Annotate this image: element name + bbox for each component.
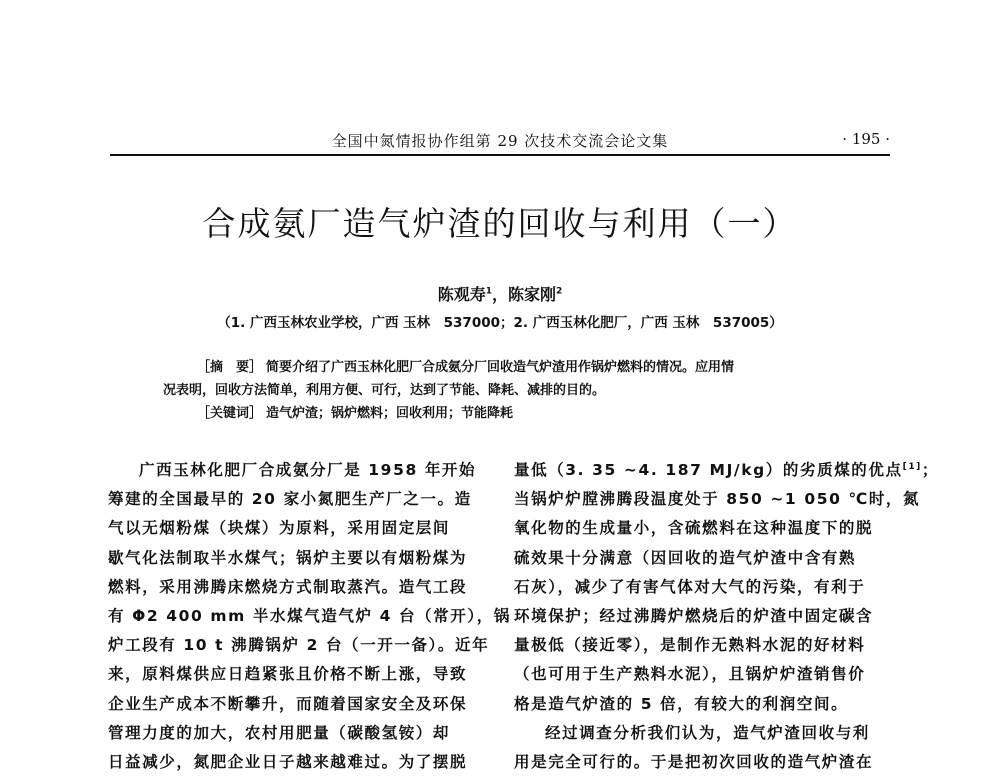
author-separator: ， [491, 285, 508, 304]
body-line: 气以无烟粉煤（块煤）为原料，采用固定层间 [108, 519, 451, 538]
body-line: 量极低（接近零），是制作无熟料水泥的好材料 [514, 636, 866, 655]
abstract-line-1 [163, 356, 841, 379]
author-2: 陈家刚 [508, 285, 557, 304]
abstract-text-1: 简要介绍了广西玉林化肥厂合成氨分厂回收造气炉渣用作锅炉燃料的情况。应用情 [266, 360, 735, 375]
keywords-line [163, 402, 841, 425]
author-line [110, 282, 890, 305]
body-line: 有 Φ2 400 mm 半水煤气造气炉 4 台（常开），锅 [108, 606, 511, 625]
body-line: 当锅炉炉膛沸腾段温度处于 850 ~1 050 ℃时，氮 [514, 490, 921, 509]
abstract-block [163, 356, 841, 425]
body-line: 来，原料煤供应日趋紧张且价格不断上涨，导致 [108, 665, 468, 684]
body-line: 用是完全可行的。于是把初次回收的造气炉渣在 [514, 752, 874, 771]
body-line: 格是造气炉渣的 5 倍，有较大的利润空间。 [514, 694, 849, 713]
body-line: 筹建的全国最早的 20 家小氮肥生产厂之一。造 [108, 490, 472, 509]
body-line-with-citation [514, 456, 940, 485]
body-line: （也可用于生产熟料水泥），且锅炉炉渣销售价 [514, 665, 866, 684]
keywords-label: ［关键词］ [197, 406, 263, 421]
body-line: 歇气化法制取半水煤气；锅炉主要以有烟粉煤为 [108, 548, 468, 567]
body-line: 日益减少，氮肥企业日子越来越难过。为了摆脱 [108, 752, 468, 771]
body-text: 量低（3. 35 ~4. 187 MJ/kg）的劣质煤的优点 [514, 461, 903, 479]
body-line: 环境保护；经过沸腾炉燃烧后的炉渣中固定碳含 [514, 606, 874, 625]
author-1: 陈观寿 [437, 285, 486, 304]
page-number: · 195 · [842, 130, 890, 148]
body-line: 硫效果十分满意（因回收的造气炉渣中含有熟 [514, 548, 857, 567]
body-line: 氧化物的生成量小，含硫燃料在这种温度下的脱 [514, 519, 874, 538]
body-line: 石灰），减少了有害气体对大气的污染，有利于 [514, 577, 866, 596]
author-2-mark: 2 [556, 286, 563, 297]
running-header [110, 128, 890, 156]
body-column-right [514, 456, 940, 777]
body-line: 企业生产成本不断攀升，而随着国家安全及环保 [108, 694, 468, 713]
abstract-label: ［摘 要］ [197, 360, 263, 375]
affiliation: （1. 广西玉林农业学校，广西 玉林 537000；2. 广西玉林化肥厂，广西 玉林 537005） [217, 315, 783, 331]
body-column-left [108, 456, 511, 777]
running-title: 全国中氮情报协作组第 29 次技术交流会论文集 [331, 132, 669, 150]
citation-ref: [1] [902, 461, 922, 472]
article-title: 合成氨厂造气炉渣的回收与利用（一） [202, 204, 798, 243]
body-line: 广西玉林化肥厂合成氨分厂是 1958 年开始 [139, 461, 477, 479]
body-line: 燃料，采用沸腾床燃烧方式制取蒸汽。造气工段 [108, 577, 468, 596]
keywords-text: 造气炉渣；锅炉燃料；回收利用；节能降耗 [266, 406, 514, 421]
body-line: 经过调查分析我们认为，造气炉渣回收与利 [545, 723, 870, 742]
body-text-end: ； [921, 461, 940, 479]
abstract-line-2: 况表明，回收方法简单，利用方便、可行，达到了节能、降耗、减排的目的。 [163, 383, 606, 398]
body-line: 管理力度的加大，农村用肥量（碳酸氢铵）却 [108, 723, 451, 742]
author-1-mark: 1 [485, 286, 492, 297]
body-line: 炉工段有 10 t 沸腾锅炉 2 台（一开一备）。近年 [108, 636, 490, 655]
